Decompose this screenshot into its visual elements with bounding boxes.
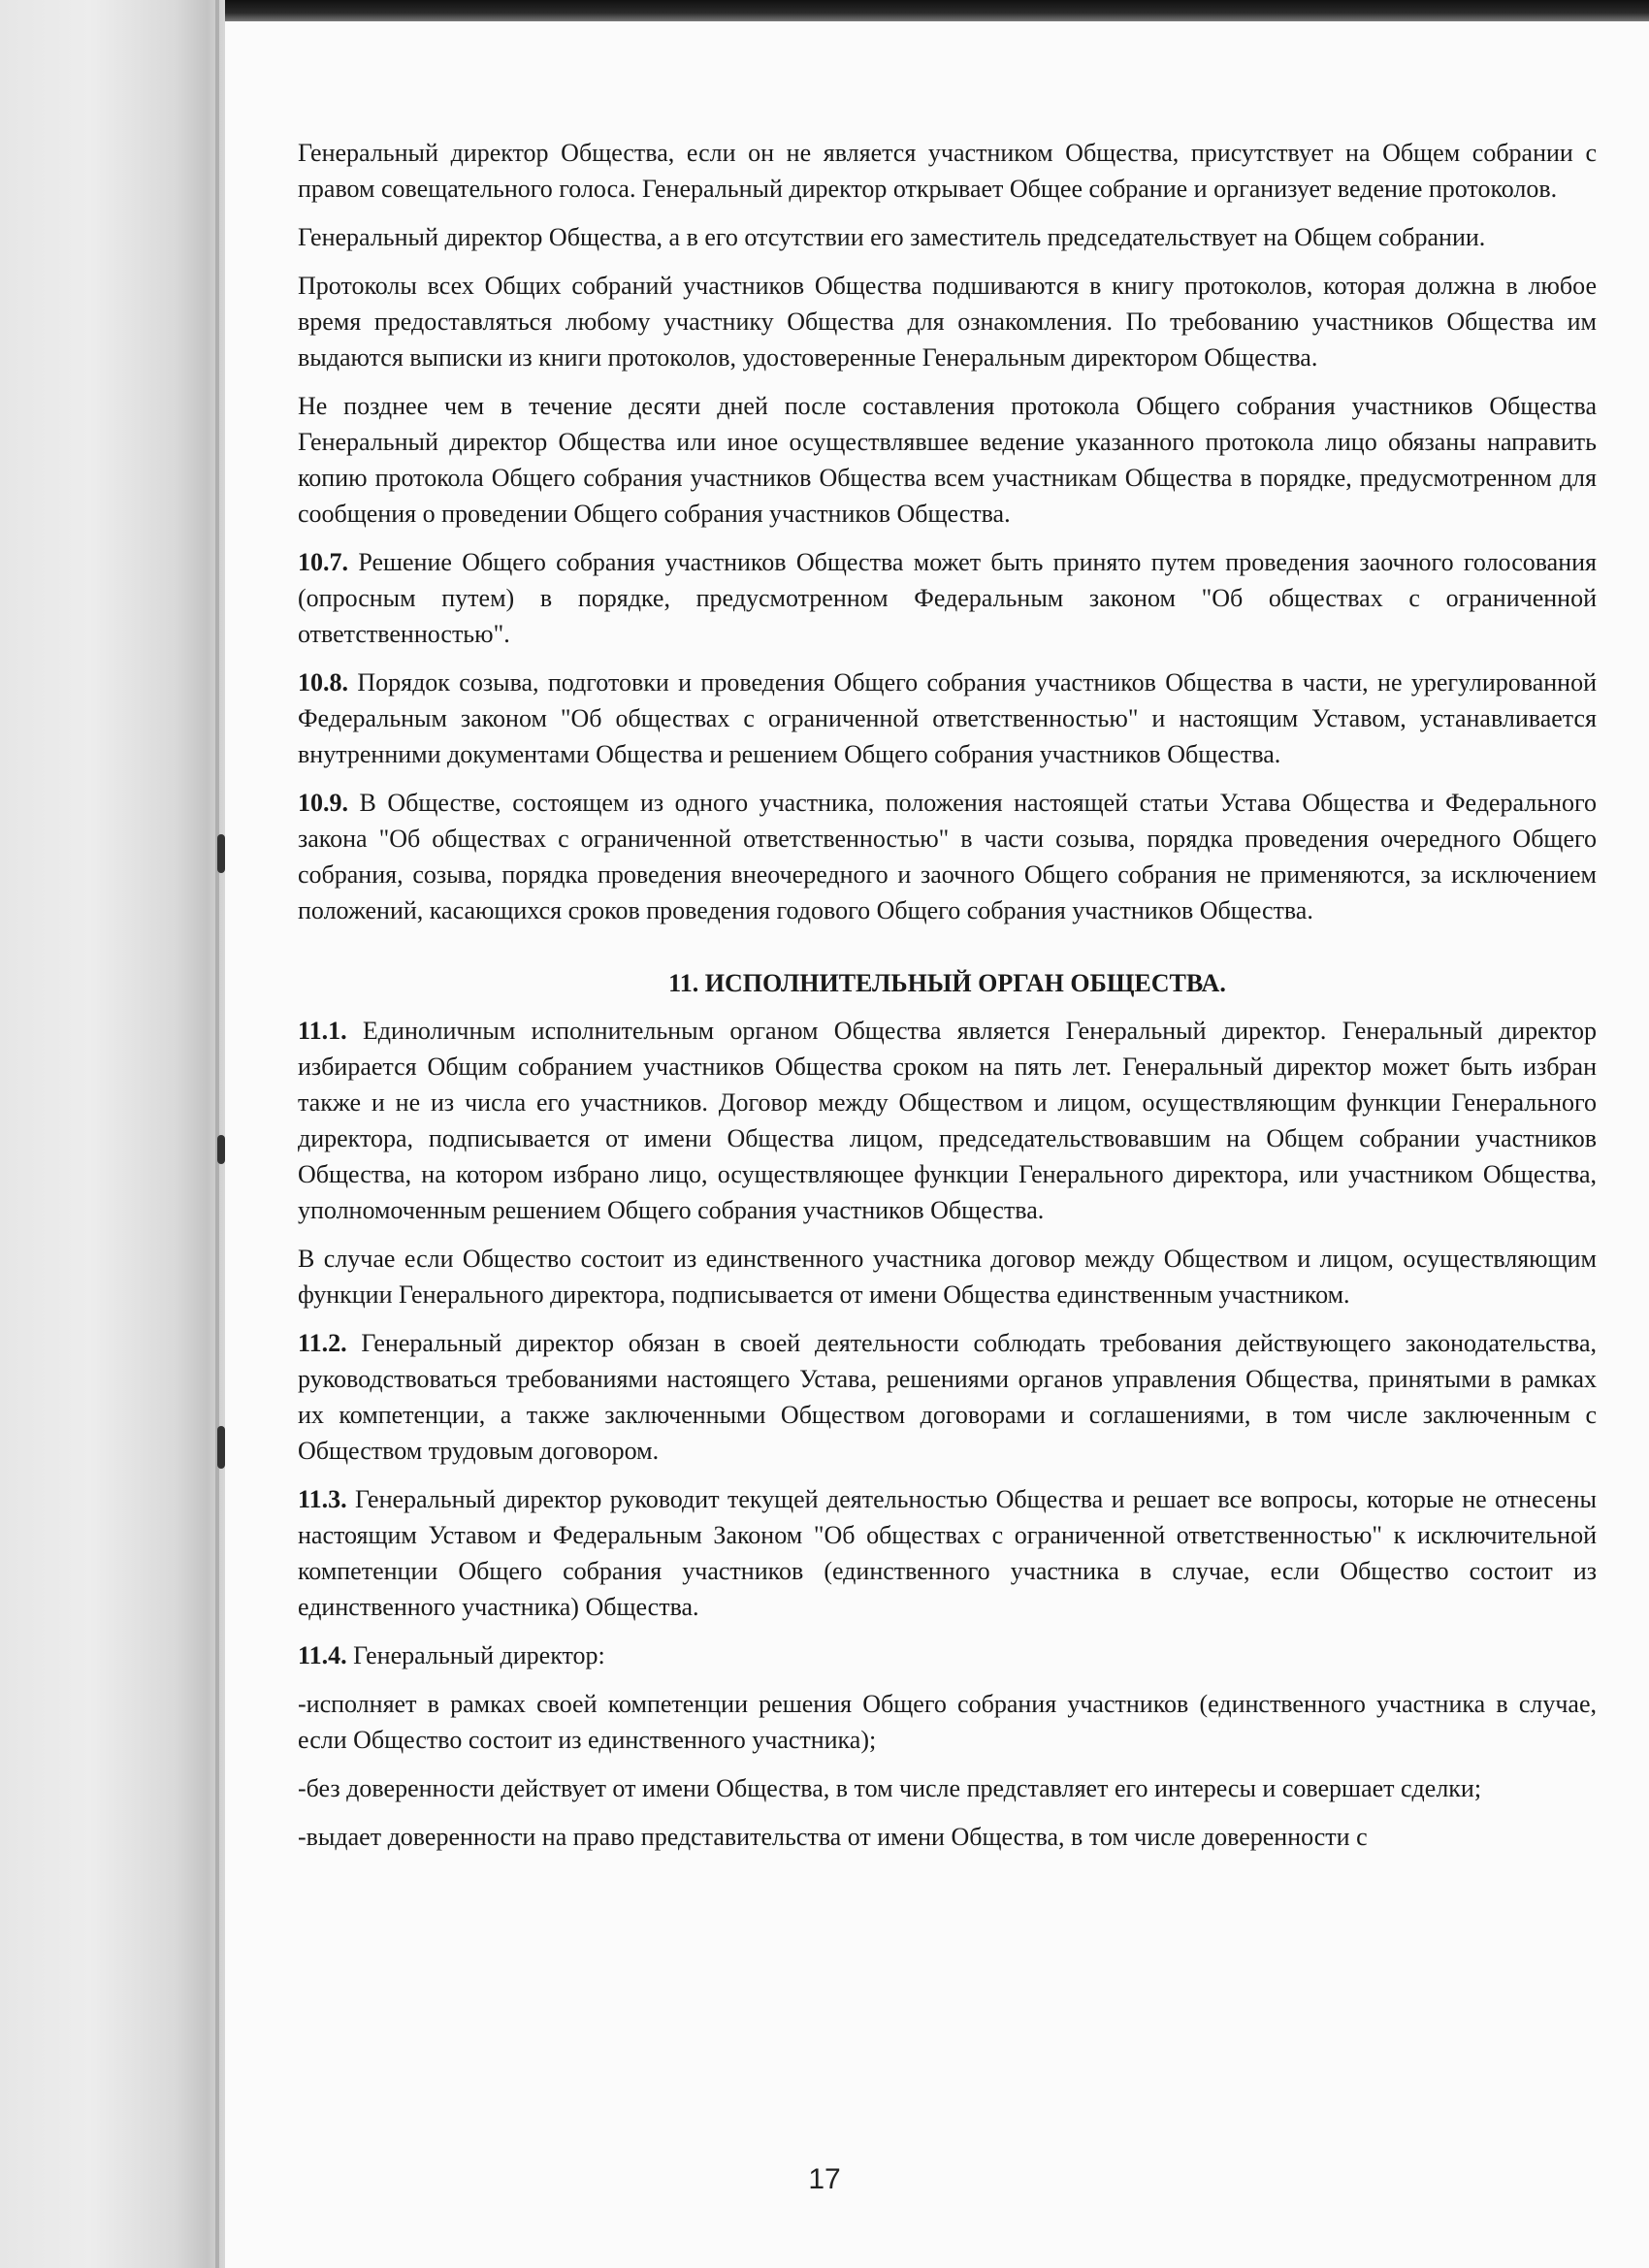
clause-number: 11.2. [298,1329,347,1357]
paragraph-text: -выдает доверенности на право представительства от имени Общества, в том числе доверенности с [298,1823,1368,1851]
paragraph [298,1770,1597,1806]
paragraph-text: Единоличным исполнительным органом Общества является Генеральный директор. Генеральный директор избирается Общим собранием участников Общества сроком на пять лет. Генеральный директор может быть избран также и не из числа его участников. Договор между Обществом и лицом, осуществляющим функции Генерального директора, подписывается от имени Общества лицом, председательствовавшим на Общем собрании участников Общества, на котором избрано лицо, осуществляющее функции Генерального директора, или участником Общества, уполномоченным решением Общего собрания участников Общества. [298,1017,1597,1224]
clause-number: 11.3. [298,1485,347,1513]
paragraph [298,1013,1597,1228]
paragraph-text: В случае если Общество состоит из единственного участника договор между Обществом и лицом, осуществляющим функции Генерального директора, подписывается от имени Общества единственным участником. [298,1245,1597,1309]
scan-top-edge [225,0,1649,21]
binding-mark [217,834,225,873]
page-number: 17 [808,2163,841,2195]
paragraph-text: Не позднее чем в течение десяти дней после составления протокола Общего собрания участников Общества Генеральный директор Общества или иное осуществлявшее ведение указанного протокола лицо обязаны направить копию протокола Общего собрания участников Общества всем участникам Общества в порядке, предусмотренном для сообщения о проведении Общего собрания участников Общества. [298,392,1597,528]
binding-mark [217,1426,225,1469]
paragraph-text: В Обществе, состоящем из одного участника, положения настоящей статьи Устава Общества и Федерального закона "Об обществах с ограниченной ответственностью" в части созыва, порядка проведения очередного Общего собрания, созыва, порядка проведения внеочередного и заочного Общего собрания не применяются, за исключением положений, касающихся сроков проведения годового Общего собрания участников Общества. [298,789,1597,924]
paragraph-text: Порядок созыва, подготовки и проведения Общего собрания участников Общества в части, не урегулированной Федеральным законом "Об обществах с ограниченной ответственностью" и настоящим Уставом, устанавливается внутренними документами Общества и решением Общего собрания участников Общества. [298,668,1597,768]
paragraph [298,544,1597,652]
paragraph-text: Решение Общего собрания участников Общества может быть принято путем проведения заочного голосования (опросным путем) в порядке, предусмотренном Федеральным законом "Об обществах с ограниченной ответственностью". [298,548,1597,648]
paragraph [298,1325,1597,1469]
clause-number: 10.9. [298,789,348,817]
clause-number: 11.4. [298,1641,347,1669]
paragraph [298,664,1597,772]
paragraph [298,268,1597,375]
paragraph [298,785,1597,928]
clause-number: 10.8. [298,668,348,697]
paragraph-text: Генеральный директор обязан в своей деятельности соблюдать требования действующего законодательства, руководствоваться требованиями настоящего Устава, решениями органов управления Общества, принятыми в рамках их компетенции, а также заключенными Обществом договорами и соглашениями, в том числе заключенным с Обществом трудовым договором. [298,1329,1597,1465]
paragraph-text: Протоколы всех Общих собраний участников Общества подшиваются в книгу протоколов, которая должна в любое время предоставляться любому участнику Общества для ознакомления. По требованию участников Общества им выдаются выписки из книги протоколов, удостоверенные Генеральным директором Общества. [298,272,1597,372]
paragraph [298,1241,1597,1312]
paragraph-text: Генеральный директор руководит текущей деятельностью Общества и решает все вопросы, которые не отнесены настоящим Уставом и Федеральным Законом "Об обществах с ограниченной ответственностью" к исключительной компетенции Общего собрания участников (единственного участника в случае, если Общество состоит из единственного участника) Общества. [298,1485,1597,1621]
paragraphs-after-section [298,1013,1597,1855]
paragraph-text: Генеральный директор Общества, а в его отсутствии его заместитель председательствует на Общем собрании. [298,223,1486,251]
paragraph [298,1819,1597,1855]
paragraph-text: Генеральный директор: [346,1641,605,1669]
paragraph [298,219,1597,255]
document-body [298,135,1597,1867]
paragraph [298,1637,1597,1673]
paragraphs-before-section [298,135,1597,928]
spine-fold-line [215,0,219,2268]
paragraph [298,1686,1597,1758]
paragraph [298,1481,1597,1625]
binding-mark [217,1135,225,1164]
section-heading: 11. ИСПОЛНИТЕЛЬНЫЙ ОРГАН ОБЩЕСТВА. [668,969,1226,997]
clause-number: 11.1. [298,1017,347,1045]
book-spine [0,0,225,2268]
clause-number: 10.7. [298,548,348,576]
paragraph-text: -исполняет в рамках своей компетенции решения Общего собрания участников (единственного участника в случае, если Общество состоит из единственного участника); [298,1690,1597,1754]
paragraph-text: -без доверенности действует от имени Общества, в том числе представляет его интересы и совершает сделки; [298,1774,1482,1802]
paragraph-text: Генеральный директор Общества, если он не является участником Общества, присутствует на Общем собрании с правом совещательного голоса. Генеральный директор открывает Общее собрание и организует ведение протоколов. [298,139,1597,203]
paragraph [298,135,1597,207]
paragraph [298,388,1597,532]
